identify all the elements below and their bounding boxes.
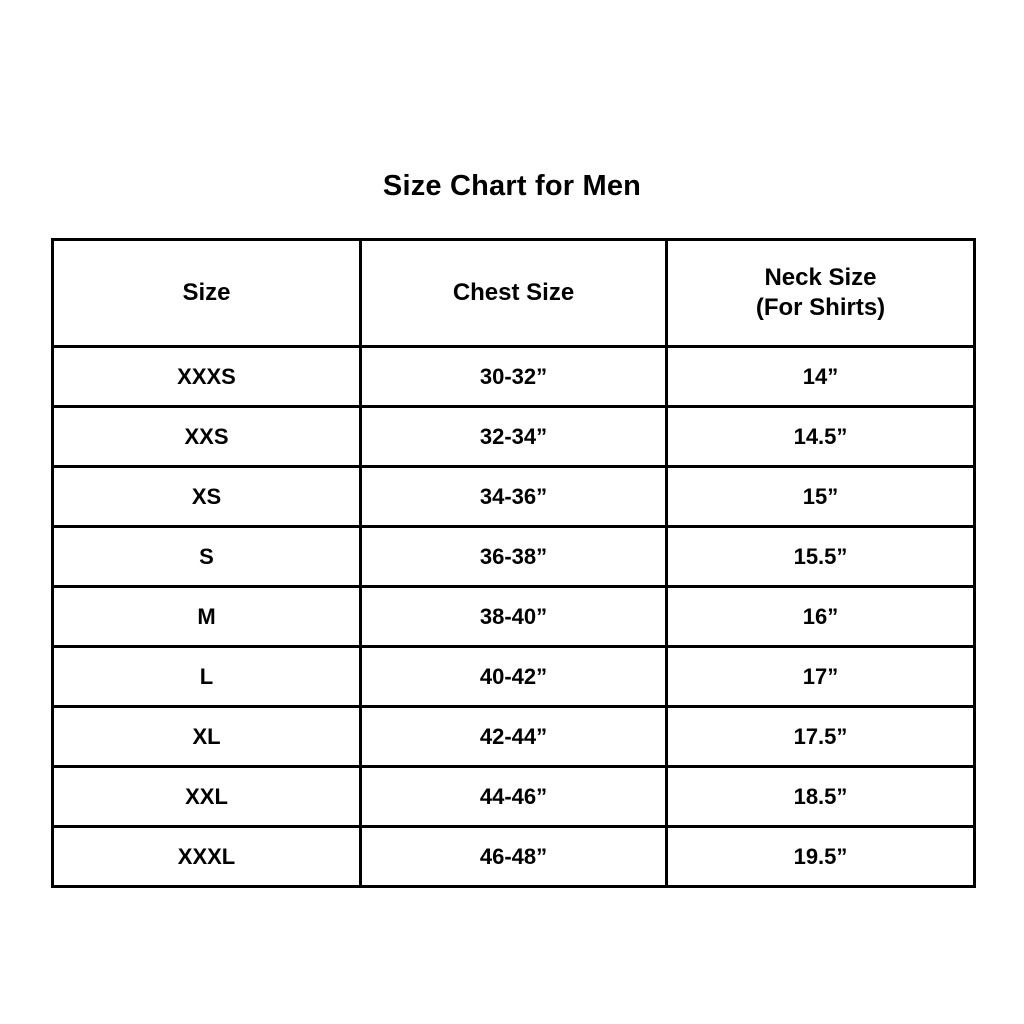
cell-chest: 30-32” [361, 347, 667, 407]
cell-neck: 16” [667, 587, 975, 647]
cell-neck: 19.5” [667, 827, 975, 887]
table-row [53, 587, 975, 647]
table-header [53, 240, 975, 347]
cell-neck: 15.5” [667, 527, 975, 587]
cell-chest: 42-44” [361, 707, 667, 767]
cell-size: XL [53, 707, 361, 767]
cell-chest: 44-46” [361, 767, 667, 827]
cell-size: XXL [53, 767, 361, 827]
cell-chest: 46-48” [361, 827, 667, 887]
cell-size: L [53, 647, 361, 707]
table-row [53, 767, 975, 827]
page-title: Size Chart for Men [382, 170, 642, 202]
cell-size: S [53, 527, 361, 587]
column-header-size-label: Size [182, 279, 231, 306]
column-header-chest [361, 240, 667, 347]
table-row [53, 467, 975, 527]
cell-neck: 17.5” [667, 707, 975, 767]
table-row [53, 407, 975, 467]
table-row [53, 347, 975, 407]
size-chart-table [51, 238, 976, 888]
table-row [53, 827, 975, 887]
table-row [53, 527, 975, 587]
cell-chest: 34-36” [361, 467, 667, 527]
table-header-row [53, 240, 975, 347]
column-header-size [53, 240, 361, 347]
cell-size: XXXL [53, 827, 361, 887]
cell-chest: 38-40” [361, 587, 667, 647]
column-header-neck-sublabel: (For Shirts) [755, 294, 886, 321]
column-header-chest-label: Chest Size [452, 279, 575, 306]
column-header-neck [667, 240, 975, 347]
table-row [53, 647, 975, 707]
cell-size: XXXS [53, 347, 361, 407]
cell-neck: 17” [667, 647, 975, 707]
cell-chest: 40-42” [361, 647, 667, 707]
cell-neck: 14” [667, 347, 975, 407]
cell-size: XS [53, 467, 361, 527]
cell-chest: 36-38” [361, 527, 667, 587]
cell-neck: 18.5” [667, 767, 975, 827]
cell-neck: 14.5” [667, 407, 975, 467]
cell-size: XXS [53, 407, 361, 467]
column-header-neck-label: Neck Size [764, 264, 877, 291]
size-chart-table-container [51, 238, 973, 888]
table-body [53, 347, 975, 887]
cell-neck: 15” [667, 467, 975, 527]
cell-size: M [53, 587, 361, 647]
cell-chest: 32-34” [361, 407, 667, 467]
table-row [53, 707, 975, 767]
